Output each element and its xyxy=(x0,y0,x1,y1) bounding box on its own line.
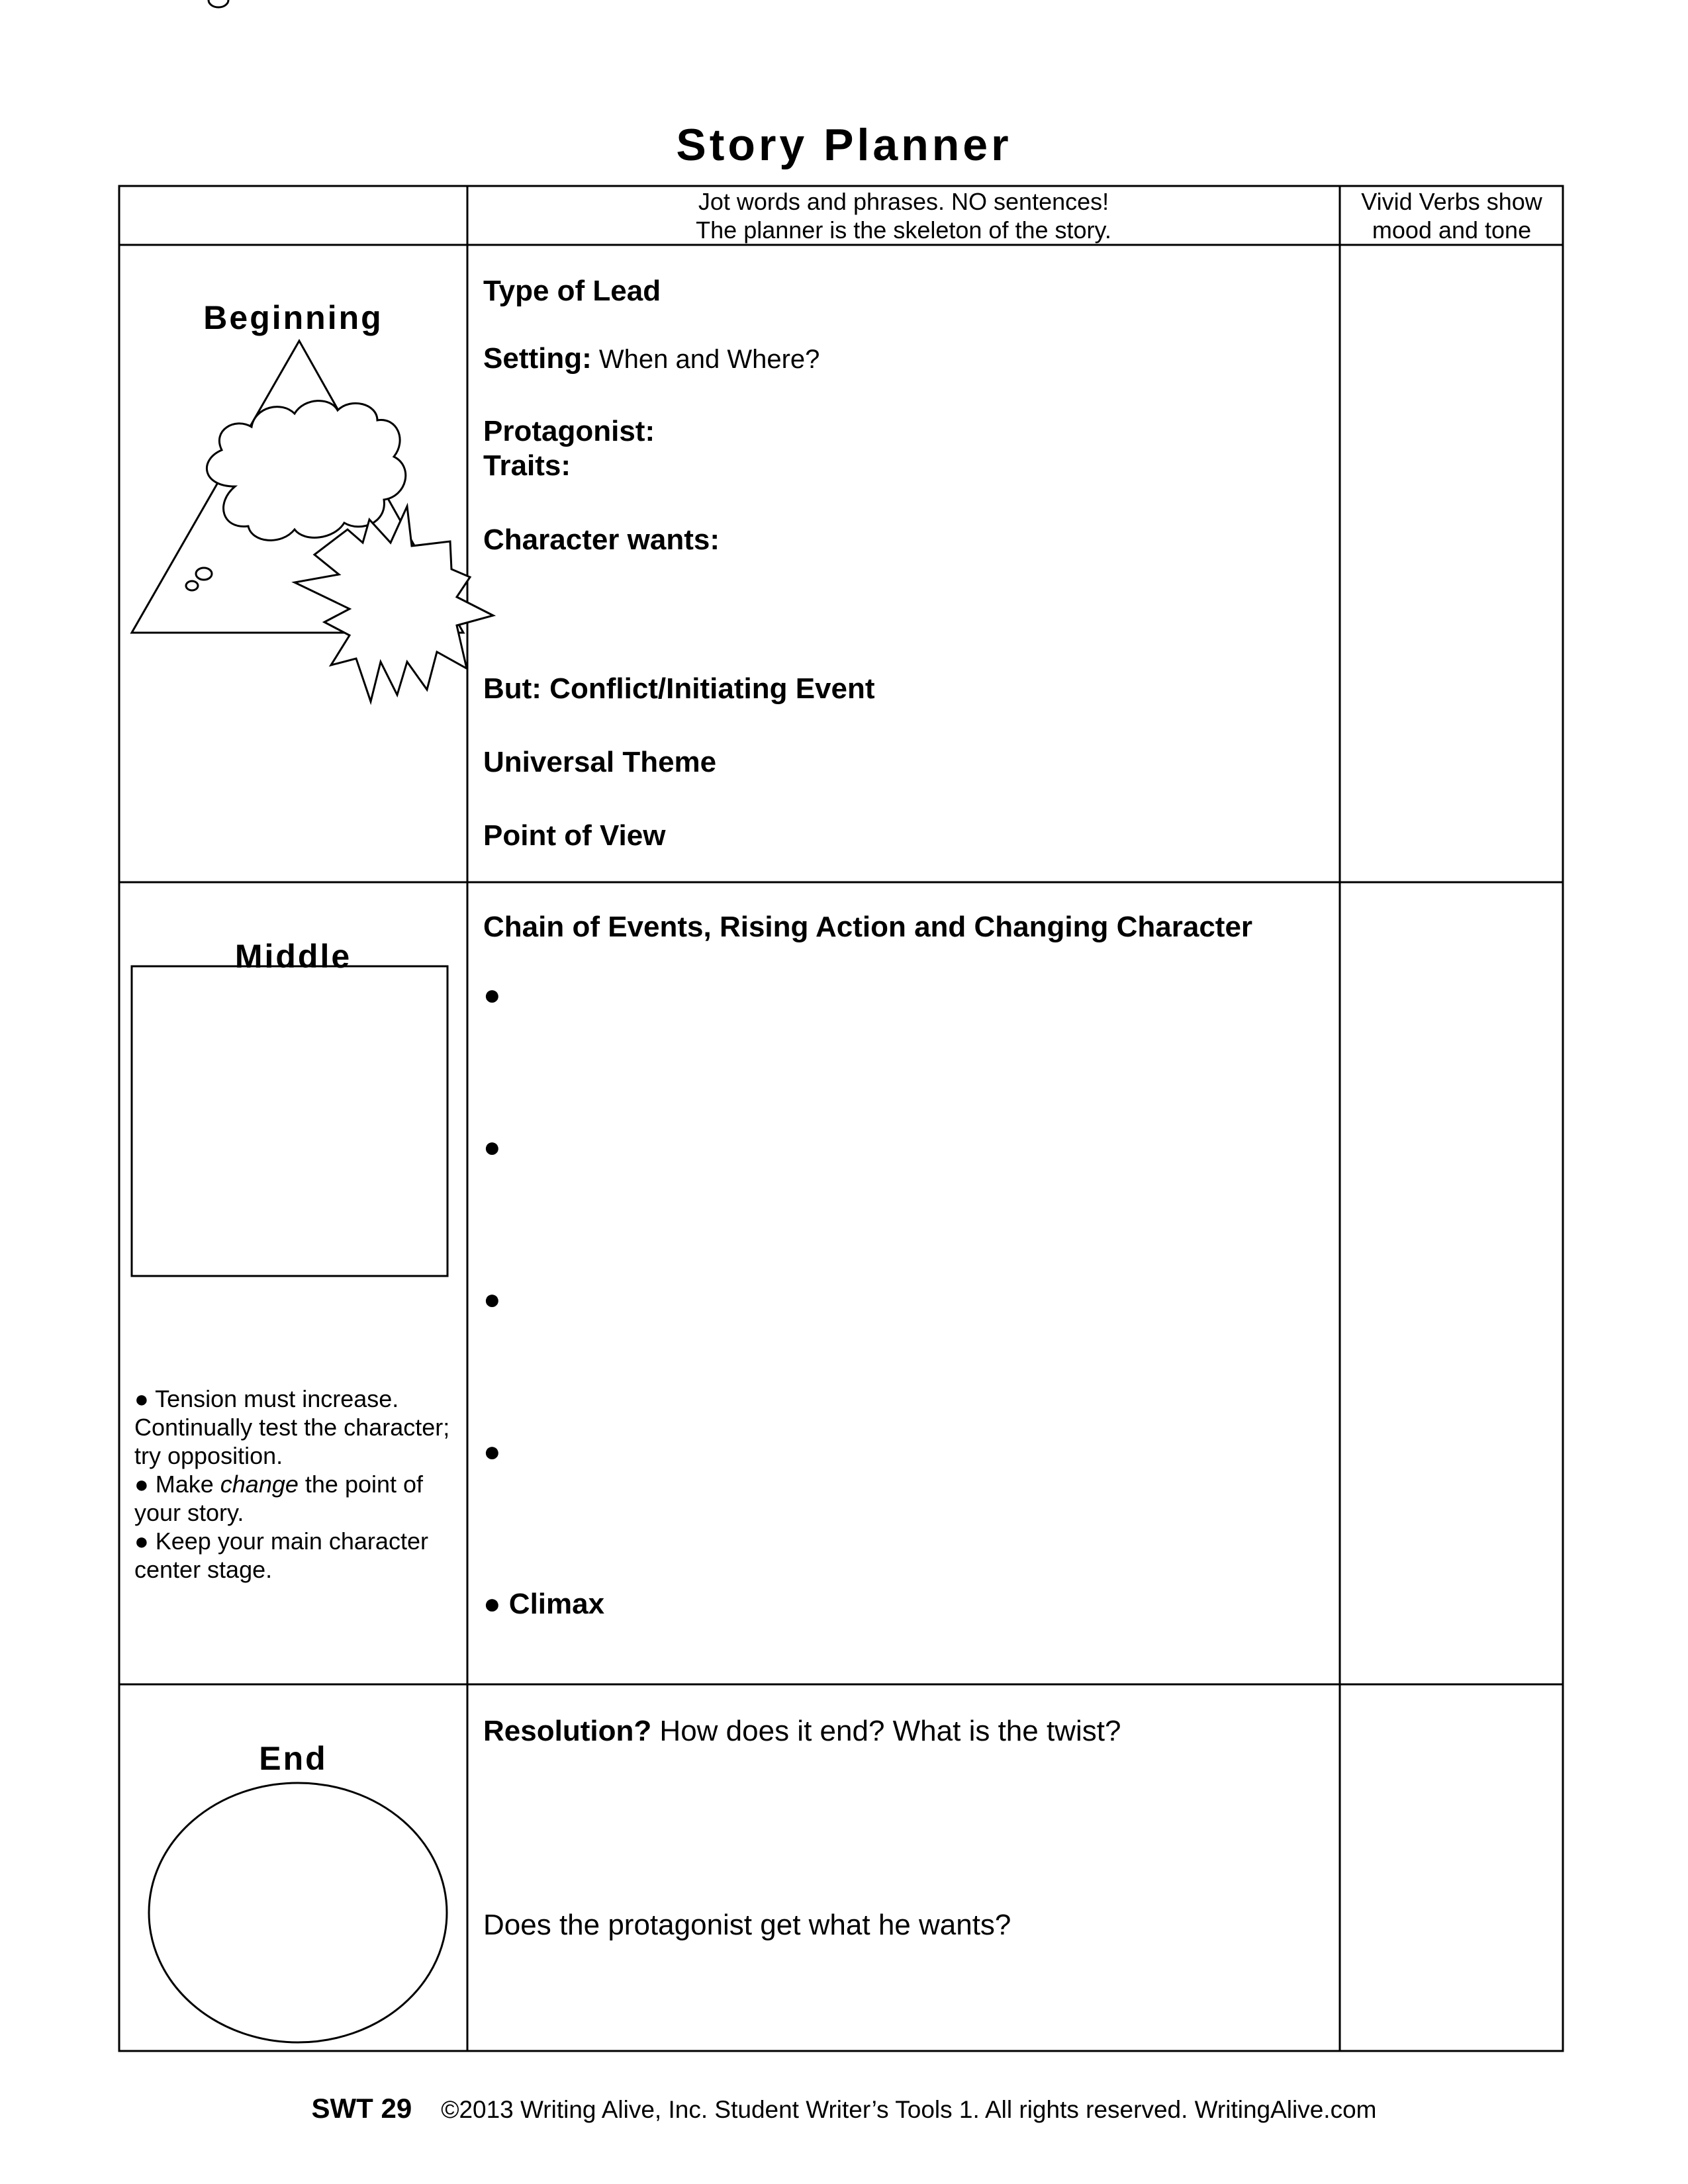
event-bullet-climax: ● Climax xyxy=(483,1588,605,1620)
prompt-traits: Traits: xyxy=(483,449,571,482)
header-vivid-verbs xyxy=(1340,187,1563,244)
header-instructions-line2: The planner is the skeleton of the story. xyxy=(696,216,1111,244)
tip-change xyxy=(134,1470,465,1527)
prompt-universal-theme: Universal Theme xyxy=(483,746,717,778)
header-vivid-verbs-line1: Vivid Verbs show xyxy=(1361,188,1542,215)
page-title: Story Planner xyxy=(676,120,1012,170)
prompt-resolution-label: Resolution? xyxy=(483,1715,652,1747)
prompt-protagonist: Protagonist: xyxy=(483,415,655,447)
event-bullet-2: ● xyxy=(483,1131,501,1163)
header-instructions-line1: Jot words and phrases. NO sentences! xyxy=(698,188,1109,215)
tip-change-post: the point of your story. xyxy=(134,1471,424,1526)
event-bullet-4: ● xyxy=(483,1435,501,1468)
event-bullet-1: ● xyxy=(483,979,501,1011)
tip-change-emphasis: change xyxy=(220,1471,299,1498)
prompt-character-wants: Character wants: xyxy=(483,523,720,556)
prompt-type-of-lead: Type of Lead xyxy=(483,275,661,307)
section-label-beginning: Beginning xyxy=(203,299,383,336)
event-bullet-3: ● xyxy=(483,1283,501,1316)
prompt-setting-label: Setting: xyxy=(483,342,592,375)
header-vivid-verbs-line2: mood and tone xyxy=(1372,216,1532,244)
section-label-middle: Middle xyxy=(234,938,352,975)
circle-icon xyxy=(149,1783,447,2042)
footer-code: SWT 29 xyxy=(311,2093,412,2124)
page-footer xyxy=(0,2095,1688,2122)
prompt-setting-hint: When and Where? xyxy=(591,345,820,374)
tip-change-pre: ● Make xyxy=(134,1471,220,1498)
middle-tips xyxy=(134,1385,465,1584)
prompt-resolution-hint: How does it end? What is the twist? xyxy=(651,1715,1121,1747)
prompt-resolution xyxy=(483,1714,1121,1749)
square-icon xyxy=(132,966,447,1276)
prompt-chain-of-events: Chain of Events, Rising Action and Changing Character xyxy=(483,911,1253,943)
prompt-protagonist-wants: Does the protagonist get what he wants? xyxy=(483,1909,1011,1941)
tip-tension: ● Tension must increase. Continually test the character; try opposition. xyxy=(134,1385,450,1469)
tip-center-stage: ● Keep your main character center stage. xyxy=(134,1527,428,1583)
footer-copyright: ©2013 Writing Alive, Inc. Student Writer’s Tools 1. All rights reserved. WritingAlive.com xyxy=(441,2096,1377,2123)
prompt-point-of-view: Point of View xyxy=(483,819,666,852)
prompt-setting xyxy=(483,341,820,377)
prompt-conflict: But: Conflict/Initiating Event xyxy=(483,672,875,705)
header-instructions xyxy=(467,187,1340,244)
section-label-end: End xyxy=(259,1740,328,1777)
